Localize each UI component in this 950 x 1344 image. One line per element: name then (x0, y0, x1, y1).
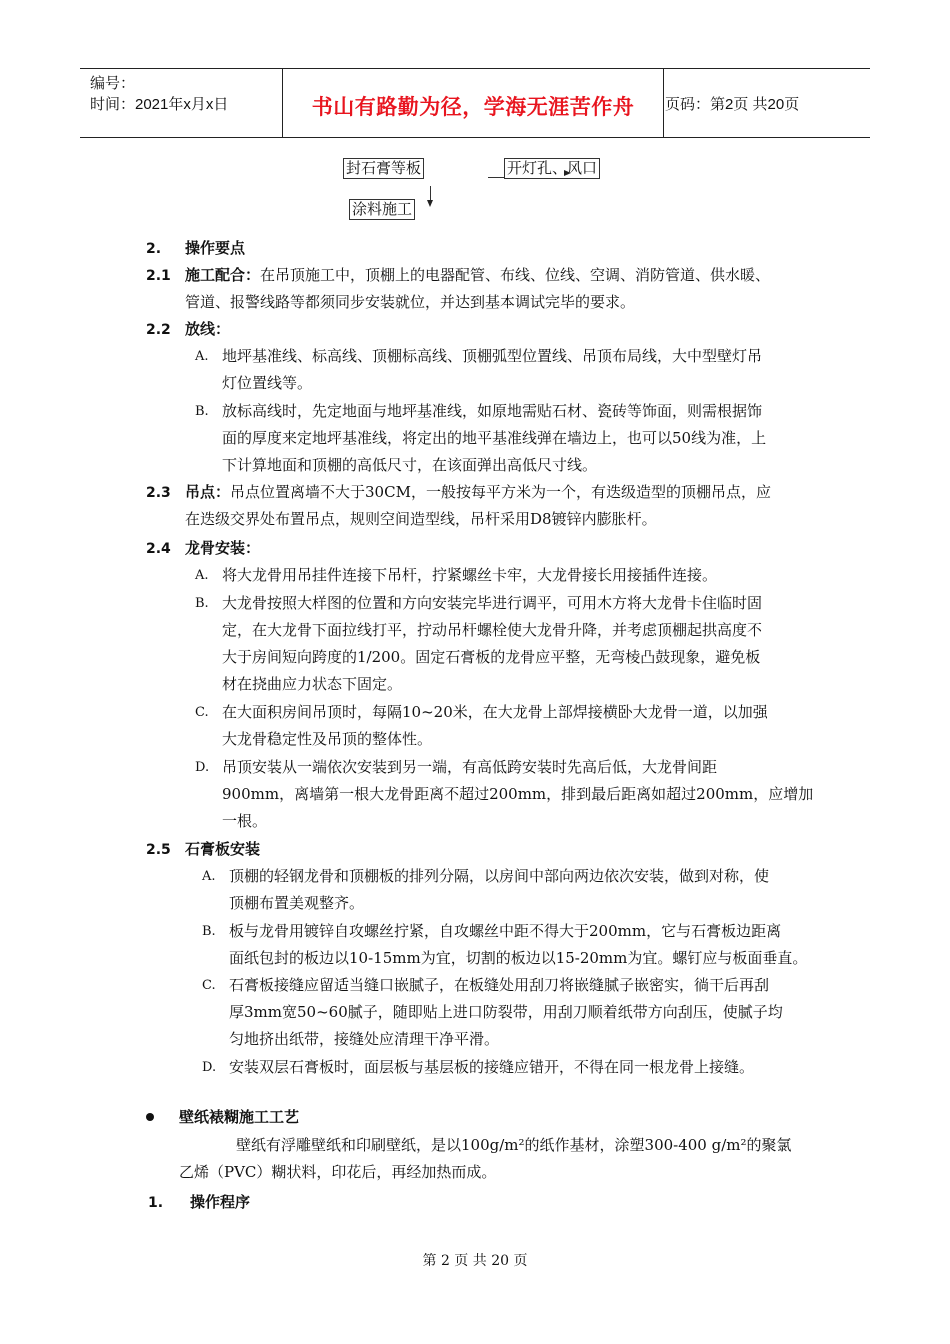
page-footer: 第 2 页 共 20 页 (422, 1253, 528, 1269)
section-title: 操作程序 (190, 1193, 251, 1211)
paragraph-line: 放标高线时，先定地面与地坪基准线，如原地需贴石材、瓷砖等饰面，则需根据饰 (222, 402, 763, 420)
paragraph-line: 一根。 (222, 812, 268, 830)
list-letter: B. (195, 596, 209, 611)
paragraph-text: 在吊顶施工中，顶棚上的电器配管、布线、位线、空调、消防管道、供水暖、 (260, 266, 771, 284)
list-letter: D. (195, 760, 210, 775)
paragraph-line: 厚3mm宽50~60腻子，随即贴上进口防裂带，用刮刀顺着纸带方向刮压，使腻子均 (229, 1003, 783, 1021)
paragraph-line: 大龙骨稳定性及吊顶的整体性。 (222, 730, 433, 748)
flow-connector (488, 177, 504, 178)
subsection-label: 吊点： (185, 483, 231, 501)
header-meta (90, 73, 228, 115)
subsection-number: 2.3 (146, 485, 171, 501)
list-letter: C. (202, 978, 216, 993)
header-page-info: 页码：第2页 共20页 (665, 96, 800, 113)
page-header (80, 68, 870, 138)
paragraph-line: 在大面积房间吊顶时，每隔10~20米，在大龙骨上部焊接横卧大龙骨一道，以加强 (222, 703, 768, 721)
paragraph-line: 下计算地面和顶棚的高低尺寸，在该面弹出高低尺寸线。 (222, 456, 598, 474)
section-title: 壁纸裱糊施工工艺 (179, 1108, 300, 1126)
flow-connector (430, 186, 431, 200)
paragraph-line: 管道、报警线路等都须同步安装就位，并达到基本调试完毕的要求。 (185, 293, 636, 311)
header-number: 编号： (90, 75, 136, 92)
paragraph-line: 大于房间短向跨度的1/200。固定石膏板的龙骨应平整，无弯棱凸鼓现象，避免板 (222, 648, 761, 666)
subsection-number: 2.1 (146, 268, 171, 284)
subsection-number: 2.5 (146, 842, 171, 858)
paragraph-line: 顶棚的轻钢龙骨和顶棚板的排列分隔，以房间中部向两边依次安装，做到对称，使 (229, 867, 770, 885)
subsection-label: 龙骨安装： (185, 539, 261, 557)
paragraph-line: 石膏板接缝应留适当缝口嵌腻子，在板缝处用刮刀将嵌缝腻子嵌密实，徜干后再刮 (229, 976, 770, 994)
header-divider (663, 69, 664, 137)
paragraph-line: 顶棚布置美观整齐。 (229, 894, 365, 912)
paragraph-line: 大龙骨按照大样图的位置和方向安装完毕进行调平，可用木方将大龙骨卡住临时固 (222, 594, 763, 612)
header-date: 时间：2021年x月x日 (90, 96, 229, 113)
list-letter: B. (202, 924, 216, 939)
paragraph-line: 地坪基准线、标高线、顶棚标高线、顶棚弧型位置线、吊顶布局线，大中型壁灯吊 (222, 347, 763, 365)
subsection-label: 石膏板安装 (185, 840, 261, 858)
subsection-number: 2.4 (146, 541, 171, 557)
paragraph-line: 板与龙骨用镀锌自攻螺丝拧紧，自攻螺丝中距不得大于200mm，它与石膏板边距离 (229, 922, 782, 940)
section-title: 操作要点 (185, 239, 246, 257)
paragraph-line: 壁纸有浮雕壁纸和印刷壁纸，是以100g/m²的纸作基材，涂塑300-400 g/m²的聚氯 (236, 1136, 792, 1154)
paragraph-line: 将大龙骨用吊挂件连接下吊杆，拧紧螺丝卡牢，大龙骨接长用接插件连接。 (222, 566, 718, 584)
paragraph-line: 乙烯（PVC）糊状料，印花后，再经加热而成。 (179, 1163, 497, 1181)
paragraph-line: 材在挠曲应力状态下固定。 (222, 675, 403, 693)
paragraph-line (185, 265, 770, 285)
list-letter: D. (202, 1060, 217, 1075)
header-motto: 书山有路勤为径，学海无涯苦作舟 (311, 95, 635, 119)
bullet-icon (146, 1113, 154, 1121)
list-letter: A. (195, 568, 209, 583)
paragraph-line: 安装双层石膏板时，面层板与基层板的接缝应错开，不得在同一根龙骨上接缝。 (229, 1058, 755, 1076)
paragraph-line (185, 482, 771, 502)
list-letter: A. (195, 349, 209, 364)
paragraph-text: 吊点位置离墙不大于30CM，一般按每平方米为一个，有迭级造型的顶棚吊点，应 (230, 483, 771, 501)
subsection-label: 施工配合： (185, 266, 261, 284)
paragraph-line: 匀地挤出纸带，接缝处应清理干净平滑。 (229, 1030, 500, 1048)
list-letter: A. (202, 869, 216, 884)
paragraph-line: 灯位置线等。 (222, 374, 313, 392)
list-letter: C. (195, 705, 209, 720)
paragraph-line: 吊顶安装从一端依次安装到另一端，有高低跨安装时先高后低，大龙骨间距 (222, 758, 718, 776)
paragraph-line: 在迭级交界处布置吊点，规则空间造型线，吊杆采用D8镀锌内膨胀杆。 (185, 510, 657, 528)
flow-box-coating: 涂料施工 (349, 199, 415, 220)
arrow-right-icon (564, 170, 571, 176)
paragraph-line: 900mm，离墙第一根大龙骨距离不超过200mm，排到最后距离如超过200mm，应增加 (222, 785, 814, 803)
section-number: 1. (148, 1195, 164, 1211)
subsection-number: 2.2 (146, 322, 171, 338)
list-letter: B. (195, 404, 209, 419)
section-number: 2. (146, 241, 162, 257)
arrow-down-icon (427, 200, 433, 207)
subsection-label: 放线： (185, 320, 231, 338)
flow-box-gypsum: 封石膏等板 (343, 158, 424, 179)
paragraph-line: 定，在大龙骨下面拉线打平，拧动吊杆螺栓使大龙骨升降，并考虑顶棚起拱高度不 (222, 621, 763, 639)
paragraph-line: 面纸包封的板边以10-15mm为宜，切割的板边以15-20mm为宜。螺钉应与板面垂直。 (229, 949, 808, 967)
paragraph-line: 面的厚度来定地坪基准线，将定出的地平基准线弹在墙边上，也可以50线为准，上 (222, 429, 767, 447)
flow-box-openings: 开灯孔、风口 (504, 158, 600, 179)
